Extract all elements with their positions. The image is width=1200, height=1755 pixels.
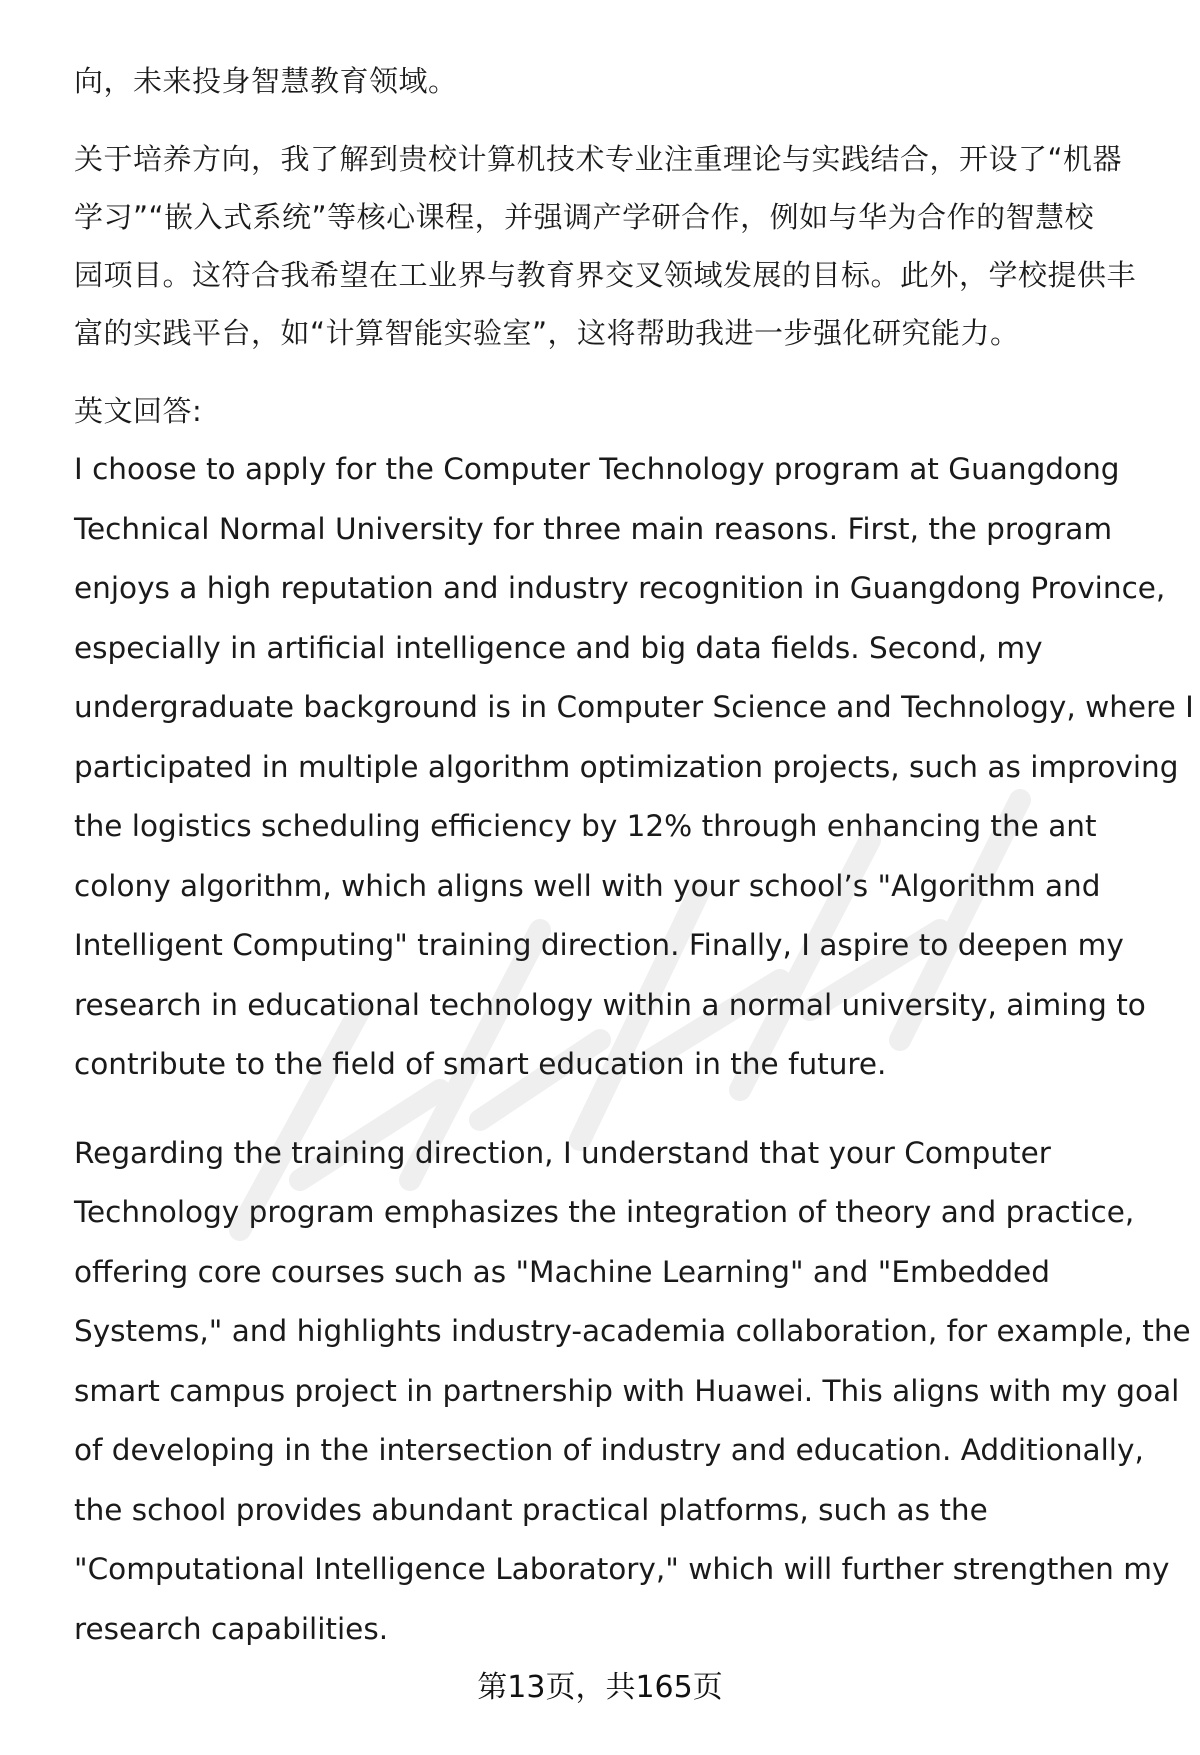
text-line: Systems," and highlights industry-academia collaboration, for example, the — [74, 1314, 1191, 1348]
text-line: of developing in the intersection of industry and education. Additionally, — [74, 1433, 1144, 1467]
text-line: Regarding the training direction, I understand that your Computer — [74, 1135, 1051, 1170]
text-line: Technical Normal University for three main reasons. First, the program — [74, 511, 1113, 546]
text-line: Technology program emphasizes the integration of theory and practice, — [74, 1195, 1135, 1229]
english-paragraph-reasons — [74, 440, 1194, 1095]
text-line: research capabilities. — [74, 1611, 389, 1646]
text-line: 园项目。这符合我希望在工业界与教育界交叉领域发展的目标。此外，学校提供丰 — [74, 258, 1137, 292]
document-body — [74, 52, 1194, 1659]
text-line: colony algorithm, which aligns well with your school’s "Algorithm and — [74, 868, 1101, 903]
text-line: the school provides abundant practical platforms, such as the — [74, 1492, 988, 1527]
chinese-paragraph-training-direction — [74, 130, 1154, 362]
text-line: offering core courses such as "Machine Learning" and "Embedded — [74, 1254, 1050, 1289]
english-answer-heading — [74, 382, 1154, 440]
text-line: undergraduate background is in Computer Science and Technology, where I — [74, 690, 1194, 724]
text-line: 富的实践平台，如“计算智能实验室”，这将帮助我进一步强化研究能力。 — [74, 316, 1020, 350]
text-line: contribute to the field of smart education in the future. — [74, 1047, 887, 1081]
text-line: I choose to apply for the Computer Technology program at Guangdong — [74, 452, 1120, 486]
page-number-footer: 第13页，共165页 — [477, 1670, 723, 1705]
text-line: 向，未来投身智慧教育领域。 — [74, 64, 458, 98]
chinese-paragraph-continued — [74, 52, 1154, 110]
heading-text: 英文回答: — [74, 394, 203, 428]
text-line: especially in artificial intelligence and big data fields. Second, my — [74, 630, 1043, 665]
text-line: participated in multiple algorithm optimization projects, such as improving — [74, 749, 1179, 784]
english-paragraph-training-direction — [74, 1124, 1191, 1660]
text-line: research in educational technology within a normal university, aiming to — [74, 987, 1146, 1022]
text-line: smart campus project in partnership with Huawei. This aligns with my goal — [74, 1373, 1180, 1408]
text-line: the logistics scheduling efficiency by 12% through enhancing the ant — [74, 809, 1097, 843]
text-line: Intelligent Computing" training direction. Finally, I aspire to deepen my — [74, 928, 1124, 962]
text-line: "Computational Intelligence Laboratory," which will further strengthen my — [74, 1552, 1170, 1586]
text-line: 关于培养方向，我了解到贵校计算机技术专业注重理论与实践结合，开设了“机器 — [74, 142, 1123, 176]
text-line: 学习”“嵌入式系统”等核心课程，并强调产学研合作，例如与华为合作的智慧校 — [74, 200, 1095, 234]
text-line: enjoys a high reputation and industry recognition in Guangdong Province, — [74, 571, 1166, 605]
